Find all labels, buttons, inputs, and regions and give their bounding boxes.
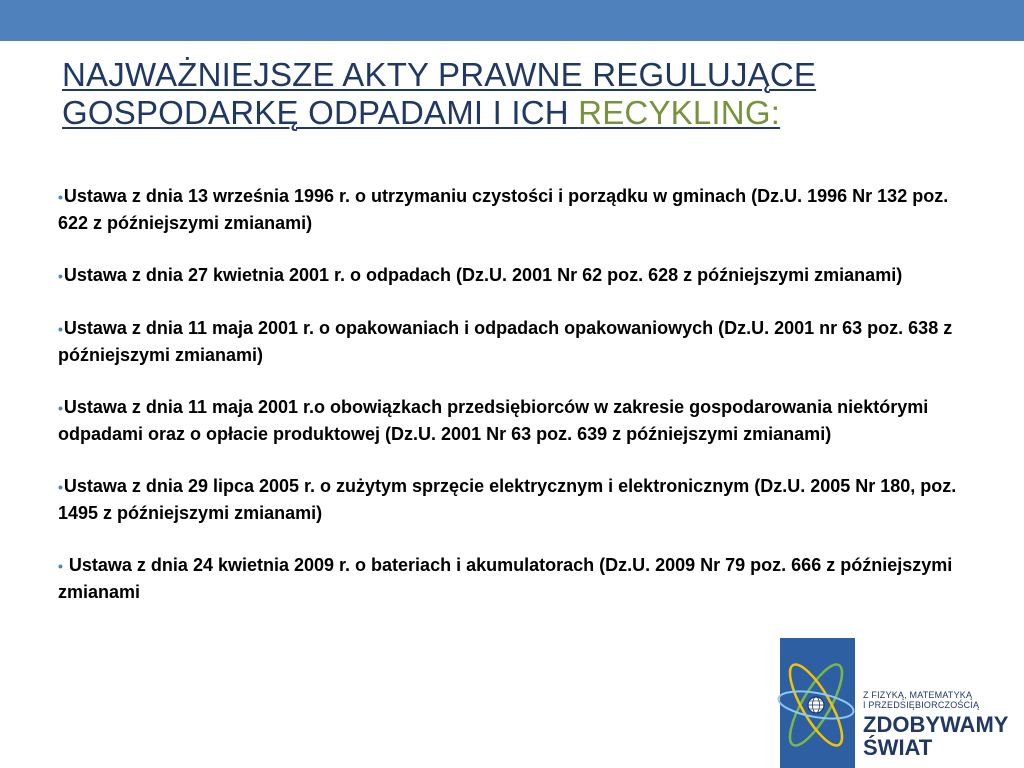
bullet-icon: • (58, 321, 63, 337)
logo-tagline-line2: I PRZEDSIĘBIORCZOŚCIĄ (863, 700, 980, 710)
list-item (58, 262, 963, 289)
slide-title-accent: RECYKLING: (578, 94, 781, 131)
list-item (58, 394, 963, 447)
top-accent-bar (0, 0, 1024, 41)
list-item-text: Ustawa z dnia 29 lipca 2005 r. o zużytym sprzęcie elektrycznym i elektronicznym (Dz.U. 2005 Nr 180, poz. 1495 z późniejszymi zmianami) (58, 476, 957, 523)
list-item (58, 473, 963, 526)
bullet-icon: • (58, 268, 63, 284)
legal-acts-list (58, 183, 963, 631)
list-item (58, 183, 963, 236)
list-item (58, 315, 963, 368)
logo-headline-line1: ZDOBYWAMY (863, 712, 1009, 737)
list-item-text: Ustawa z dnia 13 września 1996 r. o utrzymaniu czystości i porządku w gminach (Dz.U. 1996 Nr 132 poz. 622 z późniejszymi zmianami) (58, 186, 949, 233)
slide-title (62, 56, 962, 132)
list-item (58, 552, 963, 605)
slide-title-main: NAJWAŻNIEJSZE AKTY PRAWNE REGULUJĄCE GOSPODARKĘ ODPADAMI I ICH (62, 56, 817, 131)
list-item-text: Ustawa z dnia 11 maja 2001 r. o opakowaniach i odpadach opakowaniowych (Dz.U. 2001 nr 63 poz. 638 z późniejszymi zmianami) (58, 318, 953, 365)
bullet-icon: • (58, 400, 63, 416)
project-logo (768, 630, 1024, 768)
bullet-icon: • (58, 479, 63, 495)
list-item-text: Ustawa z dnia 24 kwietnia 2009 r. o bateriach i akumulatorach (Dz.U. 2009 Nr 79 poz. 666 z późniejszymi zmianami (58, 555, 953, 602)
list-item-text: Ustawa z dnia 27 kwietnia 2001 r. o odpadach (Dz.U. 2001 Nr 62 poz. 628 z późniejszymi zmianami) (63, 265, 903, 285)
logo-tagline-line1: Z FIZYKĄ, MATEMATYKĄ (863, 690, 973, 700)
logo-headline-line2: ŚWIAT (863, 735, 933, 760)
list-item-text: Ustawa z dnia 11 maja 2001 r.o obowiązkach przedsiębiorców w zakresie gospodarowania niektórymi odpadami oraz o opłacie produktowej (Dz.U. 2001 Nr 63 poz. 639 z późniejszymi zmianami) (58, 397, 929, 444)
bullet-icon: • (58, 558, 63, 574)
bullet-icon: • (58, 189, 63, 205)
